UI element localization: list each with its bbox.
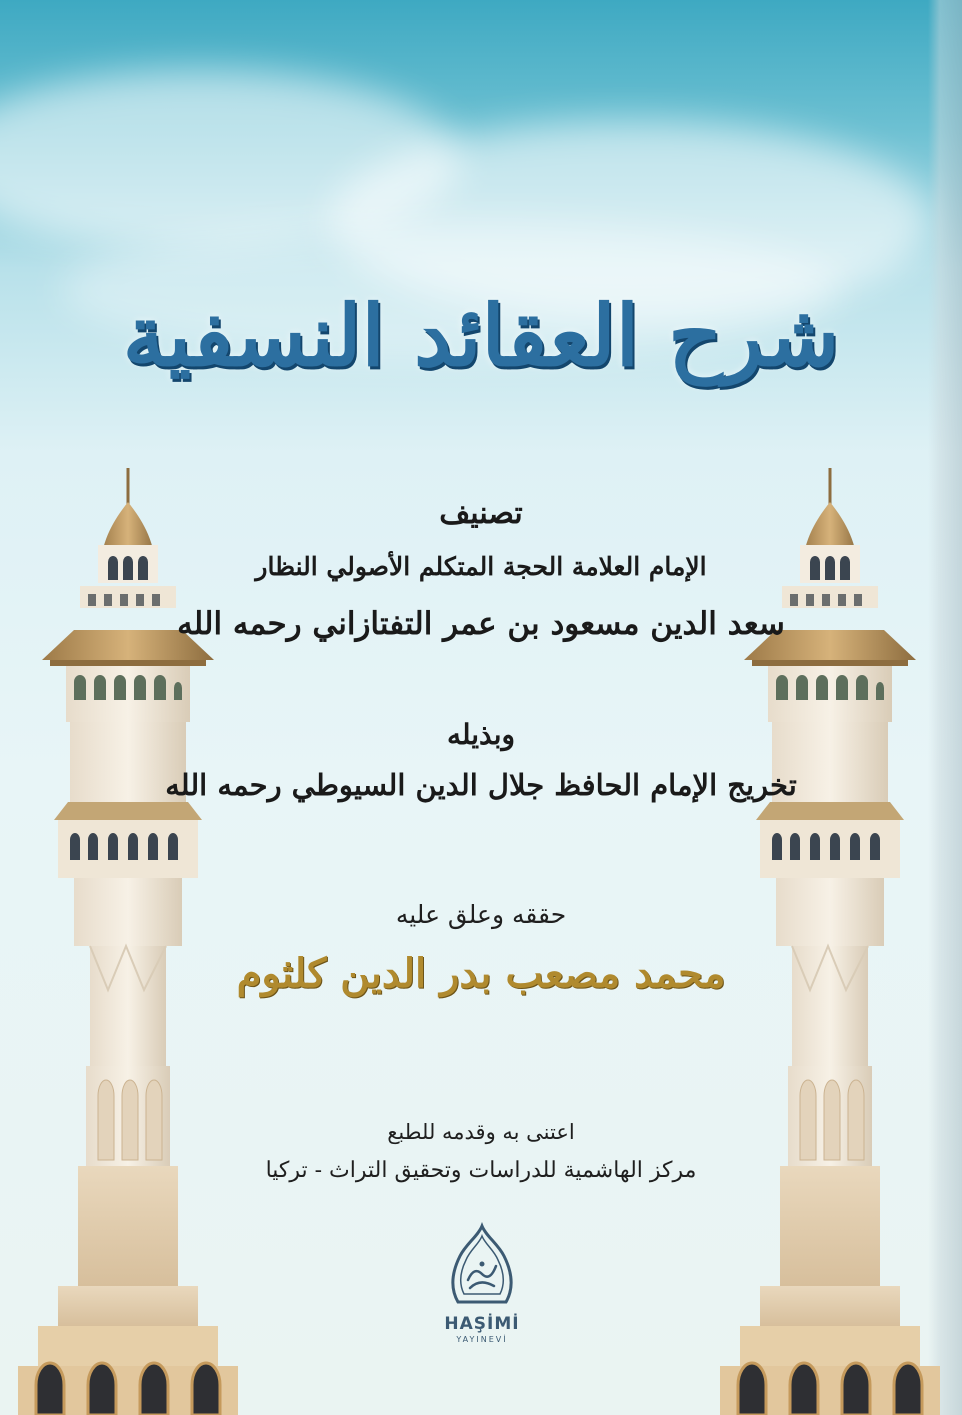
publisher-center: مركز الهاشمية للدراسات وتحقيق التراث - تركيا [265,1158,697,1183]
author-name: سعد الدين مسعود بن عمر التفتازاني رحمه الله [177,606,785,642]
editor-name: محمد مصعب بدر الدين كلثوم [236,950,726,997]
publisher-subtitle: YAYINEVİ [456,1335,508,1344]
annex-label: وبذيله [446,718,516,751]
publisher-wordmark: HAŞİMİ [444,1314,520,1334]
takhrij-line: تخريج الإمام الحافظ جلال الدين السيوطي رحمه الله [165,768,797,802]
authored-label: تصنيف [439,496,523,531]
edited-label: حققه وعلق عليه [395,900,567,929]
book-title: شرح العقائد النسفية [122,286,840,385]
author-epithet: الإمام العلامة الحجة المتكلم الأصولي النظار [255,552,707,581]
publisher-note: اعتنى به وقدمه للطبع [387,1120,575,1144]
